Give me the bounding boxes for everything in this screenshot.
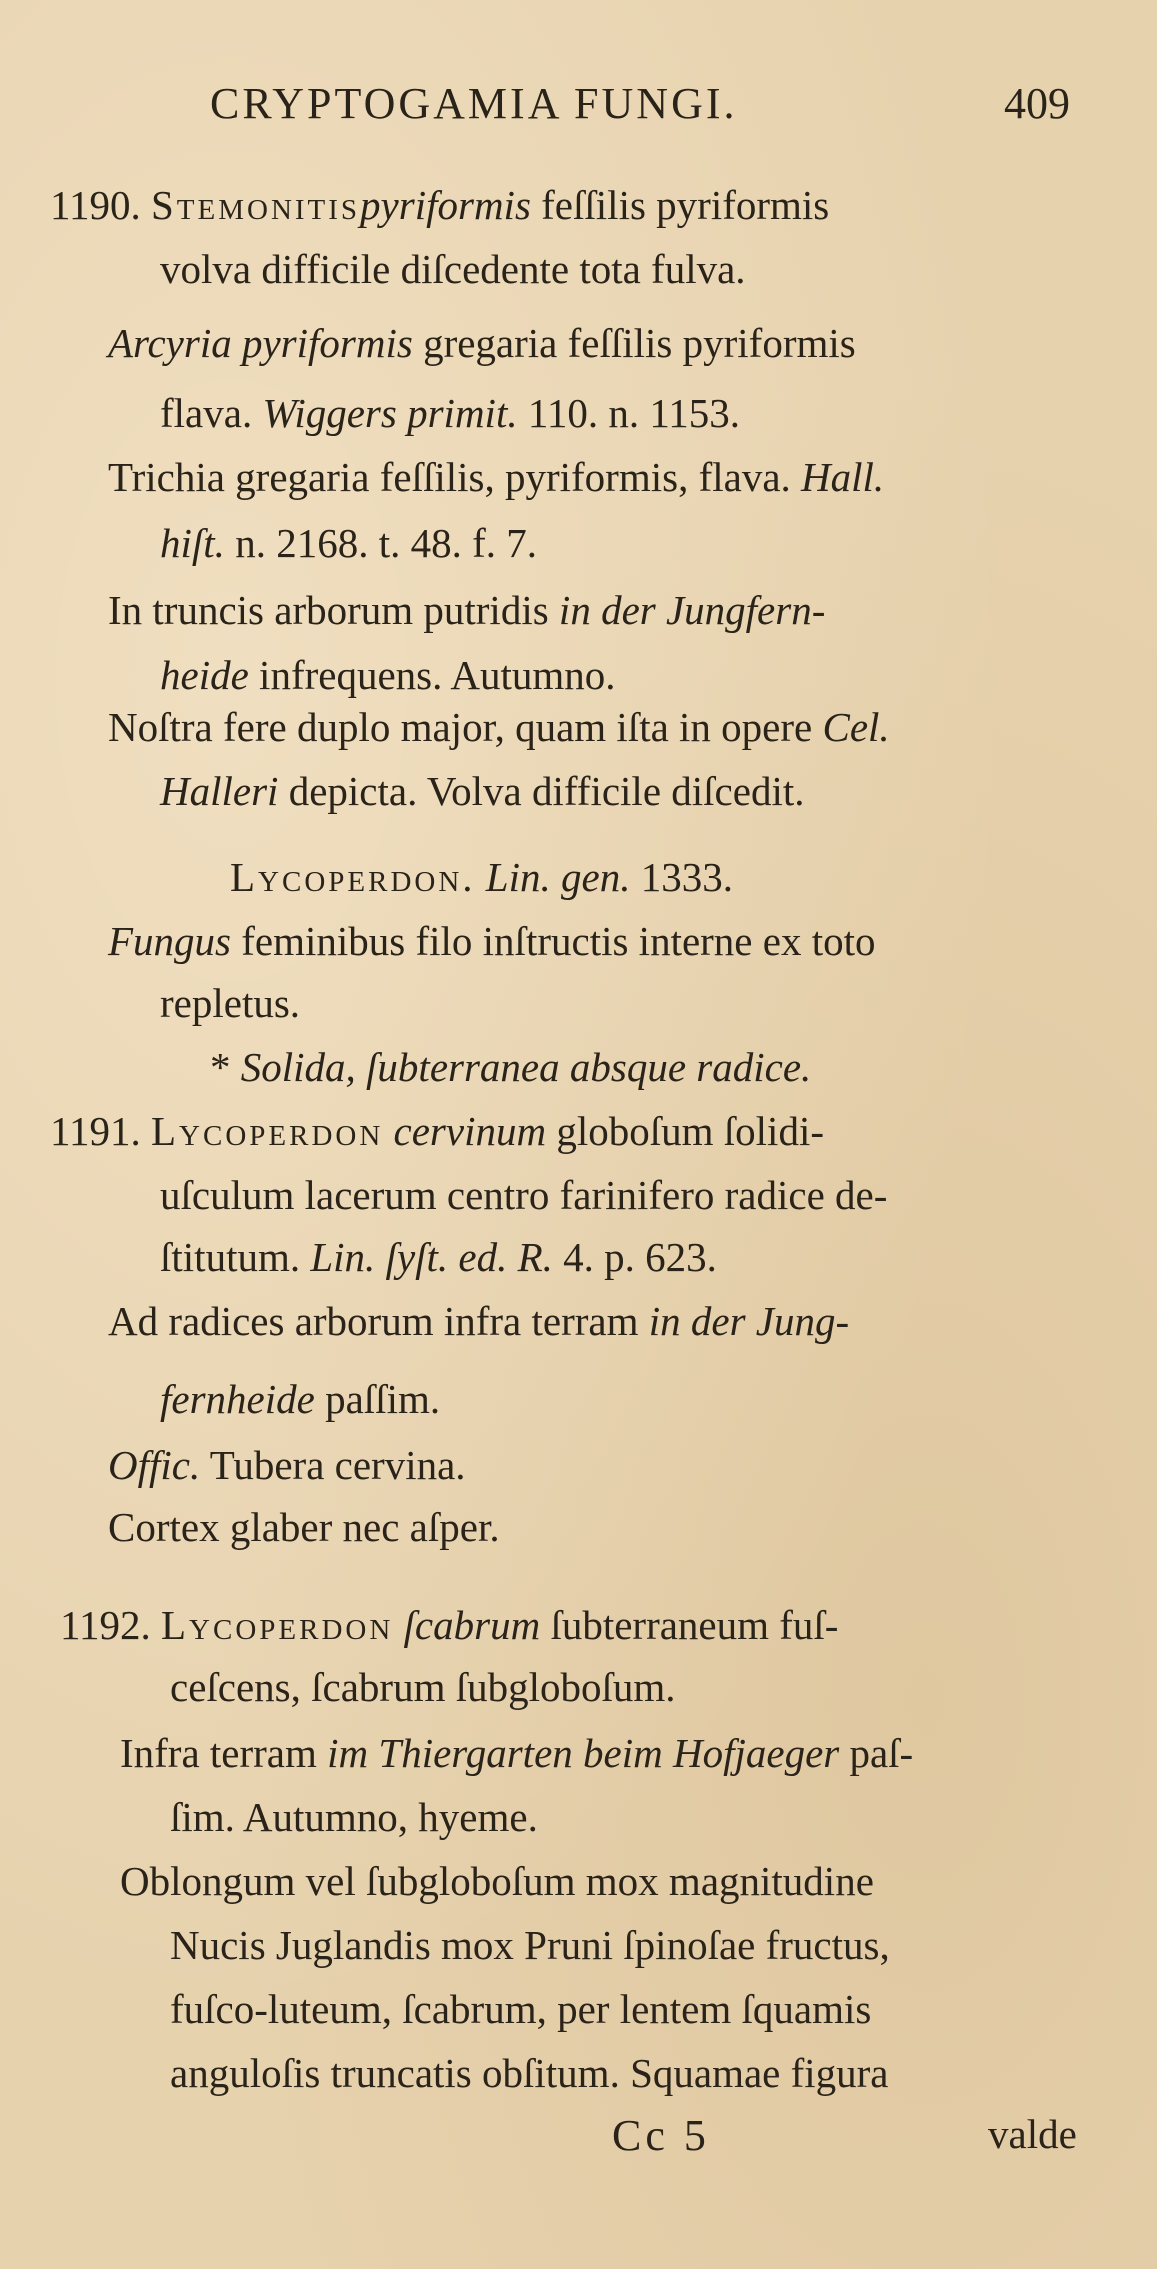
- locality: in der Jungfern-: [558, 587, 826, 633]
- entry-1191-line-4: [108, 1296, 849, 1346]
- catchword: valde: [988, 2111, 1077, 2157]
- genus-name: Stemonitis: [150, 182, 361, 228]
- entry-1192-line-3: [120, 1728, 913, 1778]
- entry-1190-line-9: [108, 702, 890, 752]
- entry-1190-line-10: [160, 766, 804, 816]
- genus-heading: [230, 852, 733, 902]
- entry-1192-line-2: ceſcens, ſcabrum ſubgloboſum.: [170, 1664, 676, 1710]
- text: Noſtra fere duplo major, quam iſta in opere: [108, 704, 823, 750]
- text: Ad radices arborum infra terram: [108, 1298, 649, 1344]
- entry-1192-line-5: Oblongum vel ſubgloboſum mox magnitudine: [120, 1858, 874, 1904]
- entry-1190-line-7: [108, 585, 825, 635]
- page-header: [210, 78, 1090, 138]
- text: flava.: [160, 390, 263, 436]
- genus-description-line-2: repletus.: [160, 980, 301, 1026]
- text: Tubera cervina.: [200, 1442, 466, 1488]
- entry-1190-line-1: [50, 180, 829, 230]
- text: In truncis arborum putridis: [108, 587, 559, 633]
- entry-1190-line-3: [108, 318, 856, 368]
- locality: fernheide: [160, 1376, 315, 1422]
- text: infrequens. Autumno.: [248, 652, 616, 698]
- entry-1190-line-6: [160, 518, 537, 568]
- entry-number: 1190.: [50, 182, 141, 228]
- species-name: cervinum: [393, 1108, 547, 1154]
- entry-1190-line-5: [108, 452, 884, 502]
- locality: im Thiergarten beim Hofjaeger: [327, 1730, 840, 1776]
- text: *: [210, 1044, 241, 1090]
- text: n. 2168. t. 48. f. 7.: [224, 520, 537, 566]
- citation: Cel.: [822, 704, 890, 750]
- citation: Halleri: [160, 768, 279, 814]
- citation: hiſt.: [160, 520, 225, 566]
- genus-name: Lycoperdon: [160, 1602, 394, 1648]
- page-number: 409: [1004, 79, 1070, 128]
- entry-1190-line-2: volva difficile diſcedente tota fulva.: [160, 246, 746, 292]
- citation: Wiggers primit.: [262, 390, 518, 436]
- entry-number: 1191.: [50, 1108, 141, 1154]
- text: depicta. Volva difficile diſcedit.: [278, 768, 805, 814]
- entry-1192-line-6: Nucis Juglandis mox Pruni ſpinoſae fructus,: [170, 1922, 890, 1968]
- text: ſtitutum.: [160, 1234, 311, 1280]
- term: Fungus: [108, 918, 231, 964]
- section-title: Solida, ſubterranea absque radice.: [240, 1044, 812, 1090]
- entry-1191-line-5: [160, 1374, 440, 1424]
- locality: heide: [160, 652, 249, 698]
- species-name: ſcabrum: [403, 1602, 541, 1648]
- text: paſſim.: [314, 1376, 441, 1422]
- text: paſ-: [839, 1730, 914, 1776]
- text: ſubterraneum fuſ-: [540, 1602, 839, 1648]
- text: Infra terram: [120, 1730, 328, 1776]
- genus-name: Lycoperdon: [150, 1108, 384, 1154]
- synonym-name: Arcyria pyriformis: [108, 320, 413, 366]
- text: 1333.: [630, 854, 733, 900]
- entry-1190-line-8: [160, 650, 615, 700]
- entry-1192-line-8: anguloſis truncatis obſitum. Squamae figura: [170, 2050, 889, 2096]
- species-name: pyriformis: [360, 182, 531, 228]
- genus-name: Lycoperdon.: [230, 854, 476, 900]
- signature-mark: Cc 5: [612, 2111, 710, 2160]
- locality: in der Jung-: [648, 1298, 850, 1344]
- entry-1191-line-7: Cortex glaber nec aſper.: [108, 1504, 500, 1550]
- entry-number: 1192.: [60, 1602, 151, 1648]
- citation: Lin. ſyſt. ed. R.: [310, 1234, 553, 1280]
- entry-1191-line-2: uſculum lacerum centro farinifero radice de-: [160, 1172, 888, 1218]
- genus-description-line-1: [108, 916, 876, 966]
- citation: Lin. gen.: [485, 854, 631, 900]
- text: feminibus filo inſtructis interne ex toto: [231, 918, 876, 964]
- entry-1192-line-7: fuſco-luteum, ſcabrum, per lentem ſquamis: [170, 1986, 872, 2032]
- entry-1191-line-6: [108, 1440, 466, 1490]
- entry-1191-line-1: [50, 1106, 824, 1156]
- text: globoſum ſolidi-: [546, 1108, 824, 1154]
- entry-1190-line-4: [160, 388, 740, 438]
- text: feſſilis pyriformis: [530, 182, 830, 228]
- text: gregaria feſſilis pyriformis: [412, 320, 856, 366]
- citation: Offic.: [108, 1442, 201, 1488]
- text: 110. n. 1153.: [517, 390, 741, 436]
- section-heading: [210, 1042, 811, 1092]
- entry-1192-line-4: ſim. Autumno, hyeme.: [170, 1794, 538, 1840]
- entry-1191-line-3: [160, 1232, 717, 1282]
- text: Trichia gregaria feſſilis, pyriformis, flava.: [108, 454, 802, 500]
- text: 4. p. 623.: [552, 1234, 717, 1280]
- running-title: CRYPTOGAMIA FUNGI.: [210, 79, 738, 128]
- entry-1192-line-1: [60, 1600, 838, 1650]
- citation: Hall.: [801, 454, 885, 500]
